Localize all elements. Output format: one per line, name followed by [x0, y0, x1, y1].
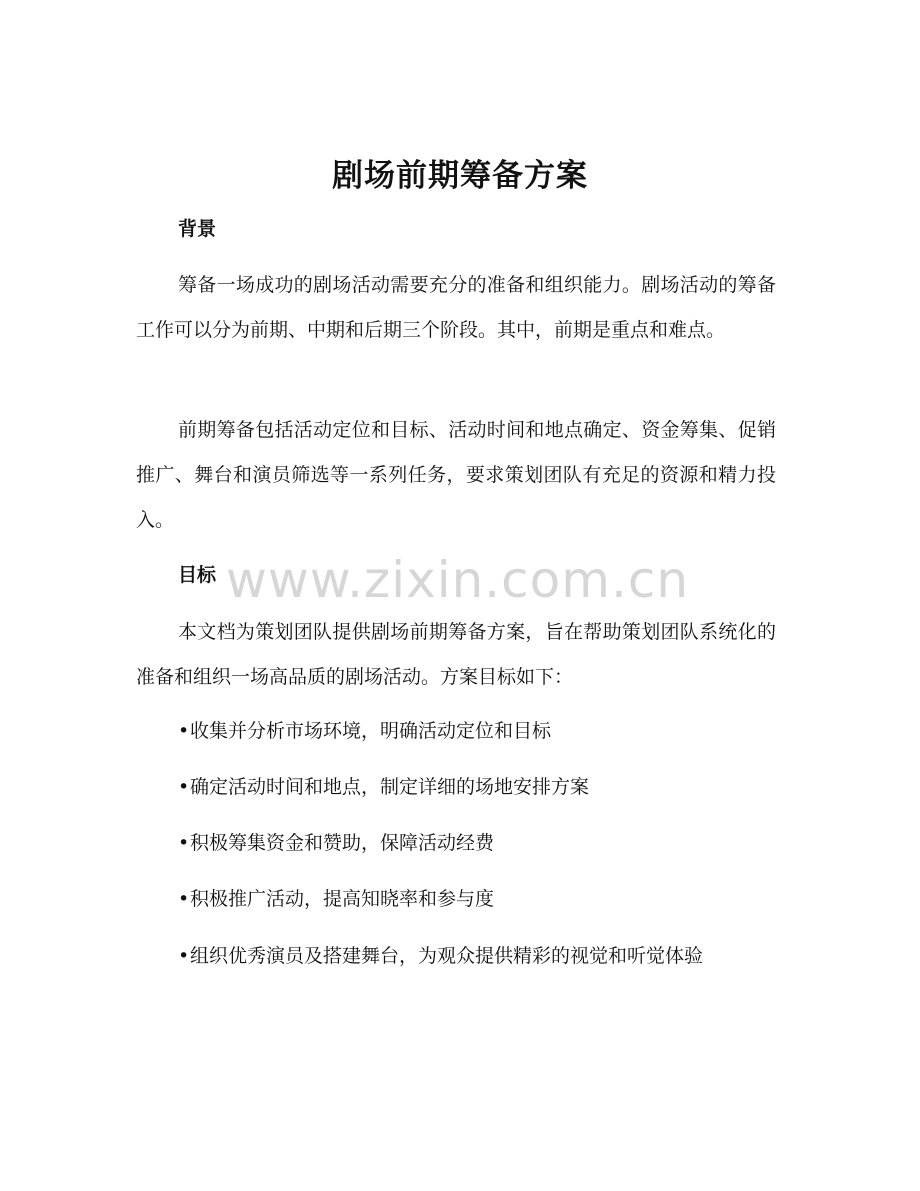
- bullet-icon: •: [178, 776, 190, 798]
- bullet-icon: •: [178, 945, 190, 967]
- goal-list-item-text: 积极筹集资金和赞助，保障活动经费: [190, 832, 495, 854]
- bullet-icon: •: [178, 888, 190, 910]
- goal-list-item: [178, 828, 494, 858]
- goal-list-item-text: 组织优秀演员及搭建舞台，为观众提供精彩的视觉和听觉体验: [190, 945, 704, 967]
- goal-list-item: [178, 772, 589, 802]
- goal-list-item: [178, 884, 494, 914]
- goal-list-item-text: 确定活动时间和地点，制定详细的场地安排方案: [190, 776, 590, 798]
- goal-list-item-text: 积极推广活动，提高知晓率和参与度: [190, 888, 495, 910]
- background-paragraph-2: 前期筹备包括活动定位和目标、活动时间和地点确定、资金筹集、促销推广、舞台和演员筛选等一系列任务，要求策划团队有充足的资源和精力投入。: [136, 419, 776, 531]
- goal-list-item: [178, 716, 551, 746]
- goal-paragraph: 本文档为策划团队提供剧场前期筹备方案，旨在帮助策划团队系统化的准备和组织一场高品质的剧场活动。方案目标如下：: [136, 621, 776, 688]
- bullet-icon: •: [178, 720, 190, 742]
- bullet-icon: •: [178, 832, 190, 854]
- goal-list-item-text: 收集并分析市场环境，明确活动定位和目标: [190, 720, 552, 742]
- document-title: 剧场前期筹备方案: [332, 158, 588, 194]
- goal-list-item: [178, 941, 703, 971]
- section-heading-goal: 目标: [178, 564, 217, 586]
- watermark-text: www.zixin.com.cn: [226, 551, 690, 609]
- background-paragraph-1: 筹备一场成功的剧场活动需要充分的准备和组织能力。剧场活动的筹备工作可以分为前期、中期和后期三个阶段。其中，前期是重点和难点。: [136, 274, 776, 341]
- section-heading-background: 背景: [178, 218, 217, 240]
